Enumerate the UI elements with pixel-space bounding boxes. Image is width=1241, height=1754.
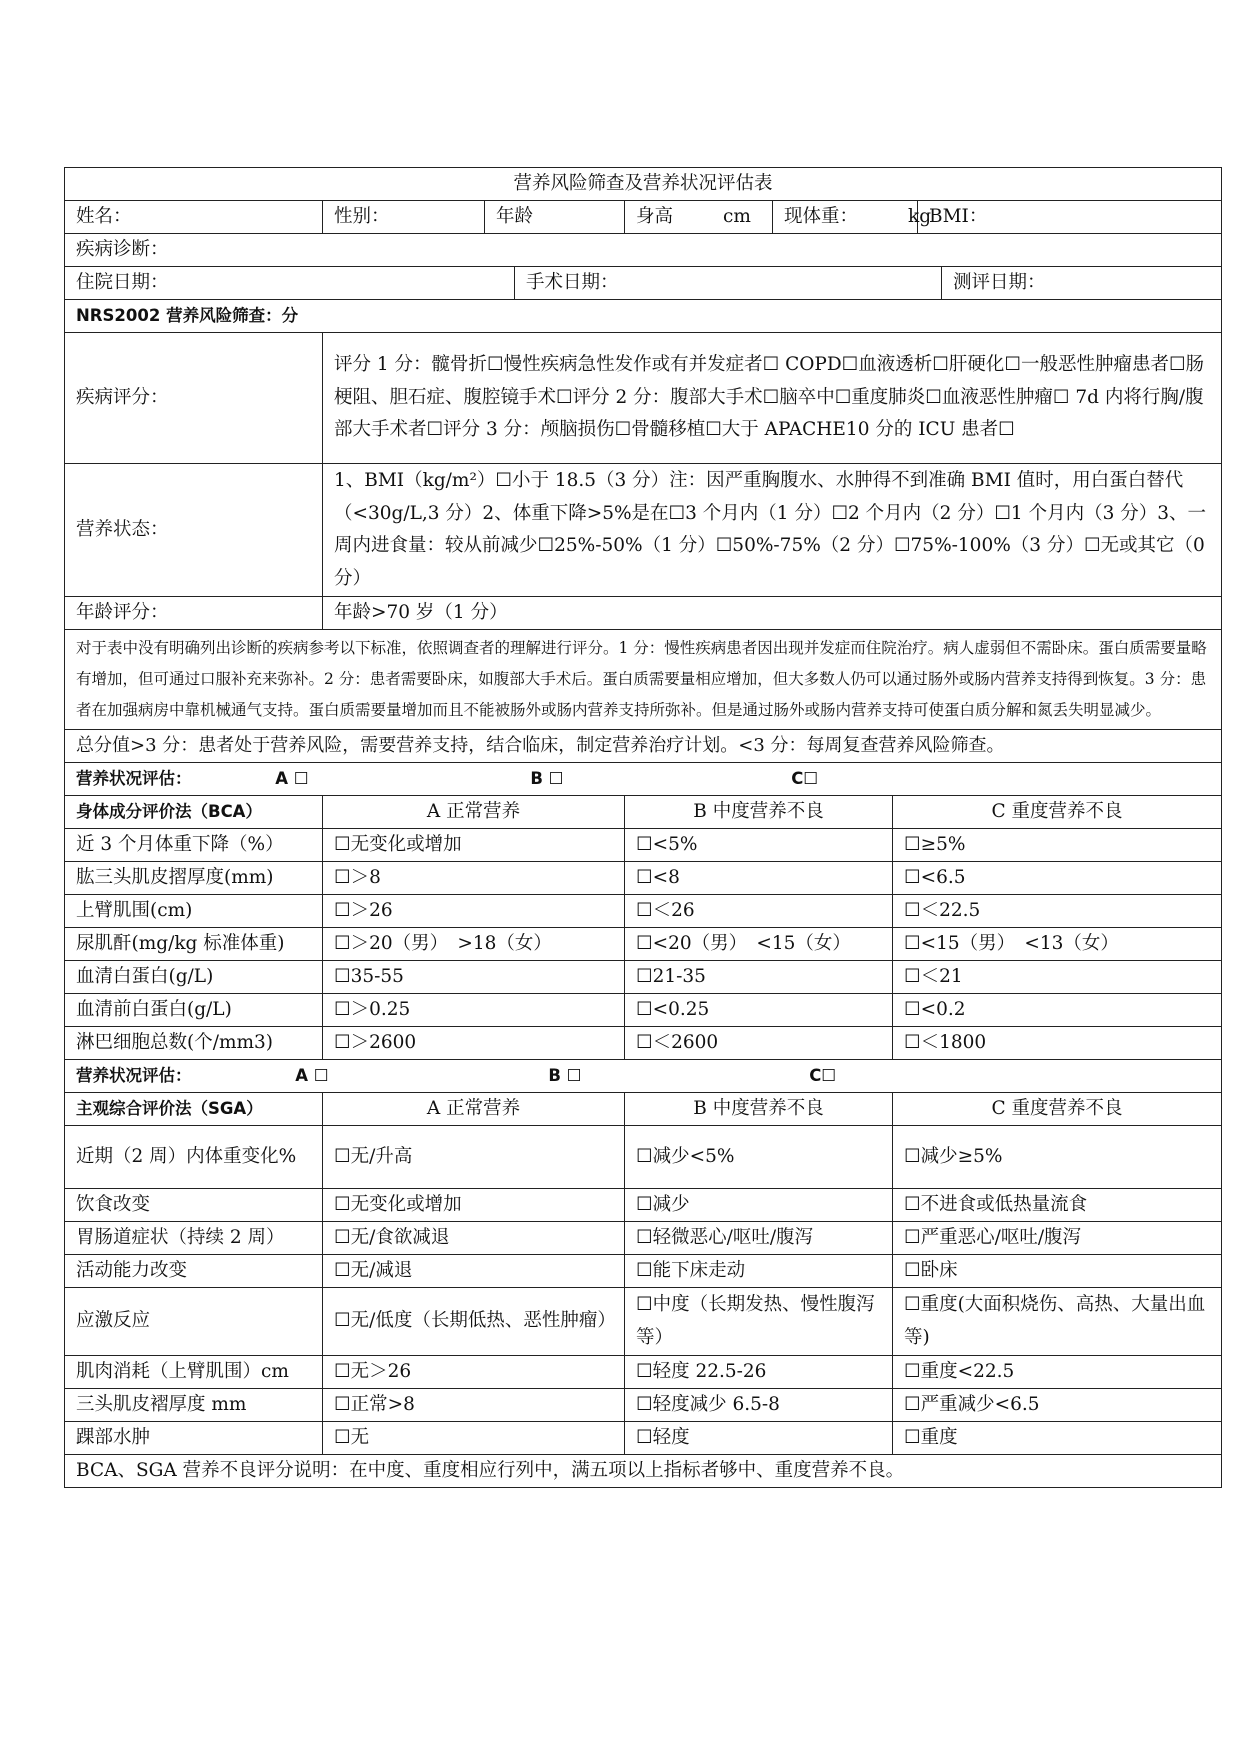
bmi-field[interactable]: BMI：	[918, 201, 1222, 234]
bca-row-item-label: 近 3 个月体重下降（%）	[65, 829, 323, 862]
sga-col-a: A 正常营养	[323, 1093, 625, 1126]
sga-row-item-label: 肌肉消耗（上臂肌围）cm	[65, 1356, 323, 1389]
sga-row-option-c[interactable]: ☐卧床	[893, 1255, 1222, 1288]
sga-row-item-label: 胃肠道症状（持续 2 周）	[65, 1222, 323, 1255]
scoring-note: 对于表中没有明确列出诊断的疾病参考以下标准，依照调查者的理解进行评分。1 分：慢性疾病患者因出现并发症而住院治疗。病人虚弱但不需卧床。蛋白质需要量略有增加，但可通过口服补充来弥补。2 分：患者需要卧床，如腹部大手术后。蛋白质需要量相应增加，但大多数人仍可以通过肠外或肠内营养支持得到恢复。3 分：患者在加强病房中靠机械通气支持。蛋白质需要量增加而且不能被肠外或肠内营养支持所弥补。但是通过肠外或肠内营养支持可使蛋白质分解和氮丢失明显减少。	[65, 630, 1222, 730]
sga-method-label: 主观综合评价法（SGA）	[65, 1093, 323, 1126]
sga-row-option-c[interactable]: ☐重度<22.5	[893, 1356, 1222, 1389]
sga-grade-a-checkbox[interactable]: A ☐	[295, 1066, 329, 1085]
sga-assessment-row	[65, 1060, 1222, 1093]
sga-grade-c-checkbox[interactable]: C☐	[809, 1066, 837, 1085]
age-field[interactable]: 年龄	[485, 201, 625, 234]
sga-row-option-b[interactable]: ☐轻度 22.5-26	[625, 1356, 893, 1389]
sga-row-option-a[interactable]: ☐无	[323, 1422, 625, 1455]
sga-table-row	[65, 1288, 1222, 1356]
sga-col-b: B 中度营养不良	[625, 1093, 893, 1126]
sga-row-option-a[interactable]: ☐无/低度（长期低热、恶性肿瘤）	[323, 1288, 625, 1356]
sga-row-item-label: 饮食改变	[65, 1189, 323, 1222]
disease-score-label: 疾病评分：	[65, 333, 323, 464]
height-field[interactable]	[625, 201, 773, 234]
bca-method-label: 身体成分评价法（BCA）	[65, 796, 323, 829]
sga-table-row	[65, 1222, 1222, 1255]
bca-table-row	[65, 961, 1222, 994]
sga-row-option-b[interactable]: ☐能下床走动	[625, 1255, 893, 1288]
form-table	[64, 167, 1222, 1488]
sga-row-option-b[interactable]: ☐轻度	[625, 1422, 893, 1455]
admit-date-field[interactable]: 住院日期：	[65, 267, 515, 300]
sga-row-option-a[interactable]: ☐无/减退	[323, 1255, 625, 1288]
bca-grade-b-checkbox[interactable]: B ☐	[530, 769, 564, 788]
weight-unit: kg	[908, 206, 932, 227]
sga-table-row	[65, 1189, 1222, 1222]
bca-row-item-label: 尿肌酐(mg/kg 标准体重)	[65, 928, 323, 961]
bca-grade-c-checkbox[interactable]: C☐	[791, 769, 819, 788]
bca-row-option-c[interactable]: ☐＜22.5	[893, 895, 1222, 928]
height-unit: cm	[723, 206, 751, 227]
bca-row-option-c[interactable]: ☐<0.2	[893, 994, 1222, 1027]
sex-field[interactable]: 性别：	[323, 201, 485, 234]
sga-row-option-a[interactable]: ☐无＞26	[323, 1356, 625, 1389]
bca-header-row	[65, 796, 1222, 829]
sga-row-option-c[interactable]: ☐严重恶心/呕吐/腹泻	[893, 1222, 1222, 1255]
bca-table-row	[65, 829, 1222, 862]
sga-table-row	[65, 1126, 1222, 1189]
bca-col-b: B 中度营养不良	[625, 796, 893, 829]
height-label: 身高	[636, 206, 674, 227]
bca-assessment-row	[65, 763, 1222, 796]
sga-row-option-a[interactable]: ☐无变化或增加	[323, 1189, 625, 1222]
bca-row-option-a[interactable]: ☐＞20（男） >18（女）	[323, 928, 625, 961]
diagnosis-field[interactable]: 疾病诊断：	[65, 234, 1222, 267]
bca-table-row	[65, 928, 1222, 961]
sga-row-item-label: 近期（2 周）内体重变化%	[65, 1126, 323, 1189]
weight-field[interactable]	[773, 201, 932, 234]
name-field[interactable]: 姓名：	[65, 201, 323, 234]
sga-header-row	[65, 1093, 1222, 1126]
bca-row-item-label: 血清前白蛋白(g/L)	[65, 994, 323, 1027]
patient-info-row	[65, 201, 1222, 234]
bca-row-option-b[interactable]: ☐<5%	[625, 829, 893, 862]
bca-table-row	[65, 862, 1222, 895]
sga-row-option-c[interactable]: ☐重度(大面积烧伤、高热、大量出血等)	[893, 1288, 1222, 1356]
bca-table-row	[65, 994, 1222, 1027]
bca-row-item-label: 血清白蛋白(g/L)	[65, 961, 323, 994]
disease-score-row	[65, 333, 1222, 464]
sga-grade-b-checkbox[interactable]: B ☐	[548, 1066, 582, 1085]
bca-row-item-label: 上臂肌围(cm)	[65, 895, 323, 928]
nutrition-assessment-form	[64, 167, 1207, 1488]
bca-sga-footer-note: BCA、SGA 营养不良评分说明：在中度、重度相应行列中，满五项以上指标者够中、重度营养不良。	[65, 1455, 1222, 1488]
sga-table-row	[65, 1389, 1222, 1422]
bca-assess-label: 营养状况评估：	[76, 769, 192, 788]
bca-row-option-a[interactable]: ☐＞8	[323, 862, 625, 895]
sga-table-row	[65, 1255, 1222, 1288]
sga-row-item-label: 踝部水肿	[65, 1422, 323, 1455]
bca-col-c: C 重度营养不良	[893, 796, 1222, 829]
sga-assess-label: 营养状况评估：	[76, 1066, 192, 1085]
bca-row-option-b[interactable]: ☐21-35	[625, 961, 893, 994]
bca-row-option-b[interactable]: ☐<8	[625, 862, 893, 895]
bca-grade-a-checkbox[interactable]: A ☐	[275, 769, 309, 788]
sga-row-item-label: 活动能力改变	[65, 1255, 323, 1288]
sga-row-option-a[interactable]: ☐无/食欲减退	[323, 1222, 625, 1255]
bca-row-option-b[interactable]: ☐＜26	[625, 895, 893, 928]
sga-row-option-b[interactable]: ☐轻微恶心/呕吐/腹泻	[625, 1222, 893, 1255]
sga-row-option-c[interactable]: ☐不进食或低热量流食	[893, 1189, 1222, 1222]
sga-row-option-c[interactable]: ☐减少≥5%	[893, 1126, 1222, 1189]
bca-row-option-b[interactable]: ☐<20（男） <15（女）	[625, 928, 893, 961]
bca-row-option-c[interactable]: ☐<15（男） <13（女）	[893, 928, 1222, 961]
bca-row-option-c[interactable]: ☐≥5%	[893, 829, 1222, 862]
sga-row-option-b[interactable]: ☐减少	[625, 1189, 893, 1222]
bca-table-row	[65, 1027, 1222, 1060]
sga-row-item-label: 三头肌皮褶厚度 mm	[65, 1389, 323, 1422]
eval-date-field[interactable]: 测评日期：	[942, 267, 1222, 300]
sga-table-row	[65, 1422, 1222, 1455]
bca-row-option-a[interactable]: ☐＞2600	[323, 1027, 625, 1060]
age-score-label: 年龄评分：	[65, 597, 323, 630]
bca-row-option-b[interactable]: ☐<0.25	[625, 994, 893, 1027]
bca-row-option-a[interactable]: ☐＞0.25	[323, 994, 625, 1027]
sga-rows	[65, 1126, 1222, 1455]
bca-row-item-label: 肱三头肌皮摺厚度(mm)	[65, 862, 323, 895]
bca-row-option-a[interactable]: ☐＞26	[323, 895, 625, 928]
bca-col-a: A 正常营养	[323, 796, 625, 829]
bca-row-option-c[interactable]: ☐<6.5	[893, 862, 1222, 895]
sga-col-c: C 重度营养不良	[893, 1093, 1222, 1126]
bca-rows	[65, 829, 1222, 1060]
bca-row-option-a[interactable]: ☐35-55	[323, 961, 625, 994]
bca-row-option-c[interactable]: ☐＜21	[893, 961, 1222, 994]
nutrition-status-row	[65, 464, 1222, 597]
weight-label: 现体重：	[784, 206, 859, 227]
sga-row-option-a[interactable]: ☐正常>8	[323, 1389, 625, 1422]
nutrition-status-label: 营养状态：	[65, 464, 323, 597]
sga-row-option-c[interactable]: ☐严重减少<6.5	[893, 1389, 1222, 1422]
disease-score-options[interactable]: 评分 1 分：髋骨折☐慢性疾病急性发作或有并发症者☐ COPD☐血液透析☐肝硬化☐一般恶性肿瘤患者☐肠梗阻、胆石症、腹腔镜手术☐评分 2 分：腹部大手术☐脑卒中☐重度肺炎☐血液恶性肿瘤☐ 7d 内将行胸/腹部大手术者☐评分 3 分：颅脑损伤☐骨髓移植☐大于 APACHE10 分的 ICU 患者☐	[323, 333, 1222, 464]
nutrition-status-options[interactable]: 1、BMI（kg/m²）☐小于 18.5（3 分）注：因严重胸腹水、水肿得不到准确 BMI 值时，用白蛋白替代（<30g/L,3 分）2、体重下降>5%是在☐3 个月内（1 分）☐2 个月内（2 分）☐1 个月内（3 分）3、一周内进食量：较从前减少☐25%-50%（1 分）☐50%-75%（2 分）☐75%-100%（3 分）☐无或其它（0 分）	[323, 464, 1222, 597]
bca-table-row	[65, 895, 1222, 928]
sga-table-row	[65, 1356, 1222, 1389]
dates-row	[65, 267, 1222, 300]
bca-row-option-b[interactable]: ☐＜2600	[625, 1027, 893, 1060]
sga-row-option-b[interactable]: ☐减少<5%	[625, 1126, 893, 1189]
age-score-row	[65, 597, 1222, 630]
sga-row-option-b[interactable]: ☐中度（长期发热、慢性腹泻等）	[625, 1288, 893, 1356]
bca-row-item-label: 淋巴细胞总数(个/mm3)	[65, 1027, 323, 1060]
form-title: 营养风险筛查及营养状况评估表	[65, 168, 1222, 201]
surgery-date-field[interactable]: 手术日期：	[515, 267, 942, 300]
bca-row-option-a[interactable]: ☐无变化或增加	[323, 829, 625, 862]
age-score-text[interactable]: 年龄>70 岁（1 分）	[323, 597, 1222, 630]
sga-row-option-a[interactable]: ☐无/升高	[323, 1126, 625, 1189]
sga-row-item-label: 应激反应	[65, 1288, 323, 1356]
total-score-explanation: 总分值>3 分：患者处于营养风险，需要营养支持，结合临床，制定营养治疗计划。<3 分：每周复查营养风险筛查。	[65, 730, 1222, 763]
sga-row-option-c[interactable]: ☐重度	[893, 1422, 1222, 1455]
nrs-header: NRS2002 营养风险筛查：分	[65, 300, 1222, 333]
bca-row-option-c[interactable]: ☐＜1800	[893, 1027, 1222, 1060]
sga-row-option-b[interactable]: ☐轻度减少 6.5-8	[625, 1389, 893, 1422]
